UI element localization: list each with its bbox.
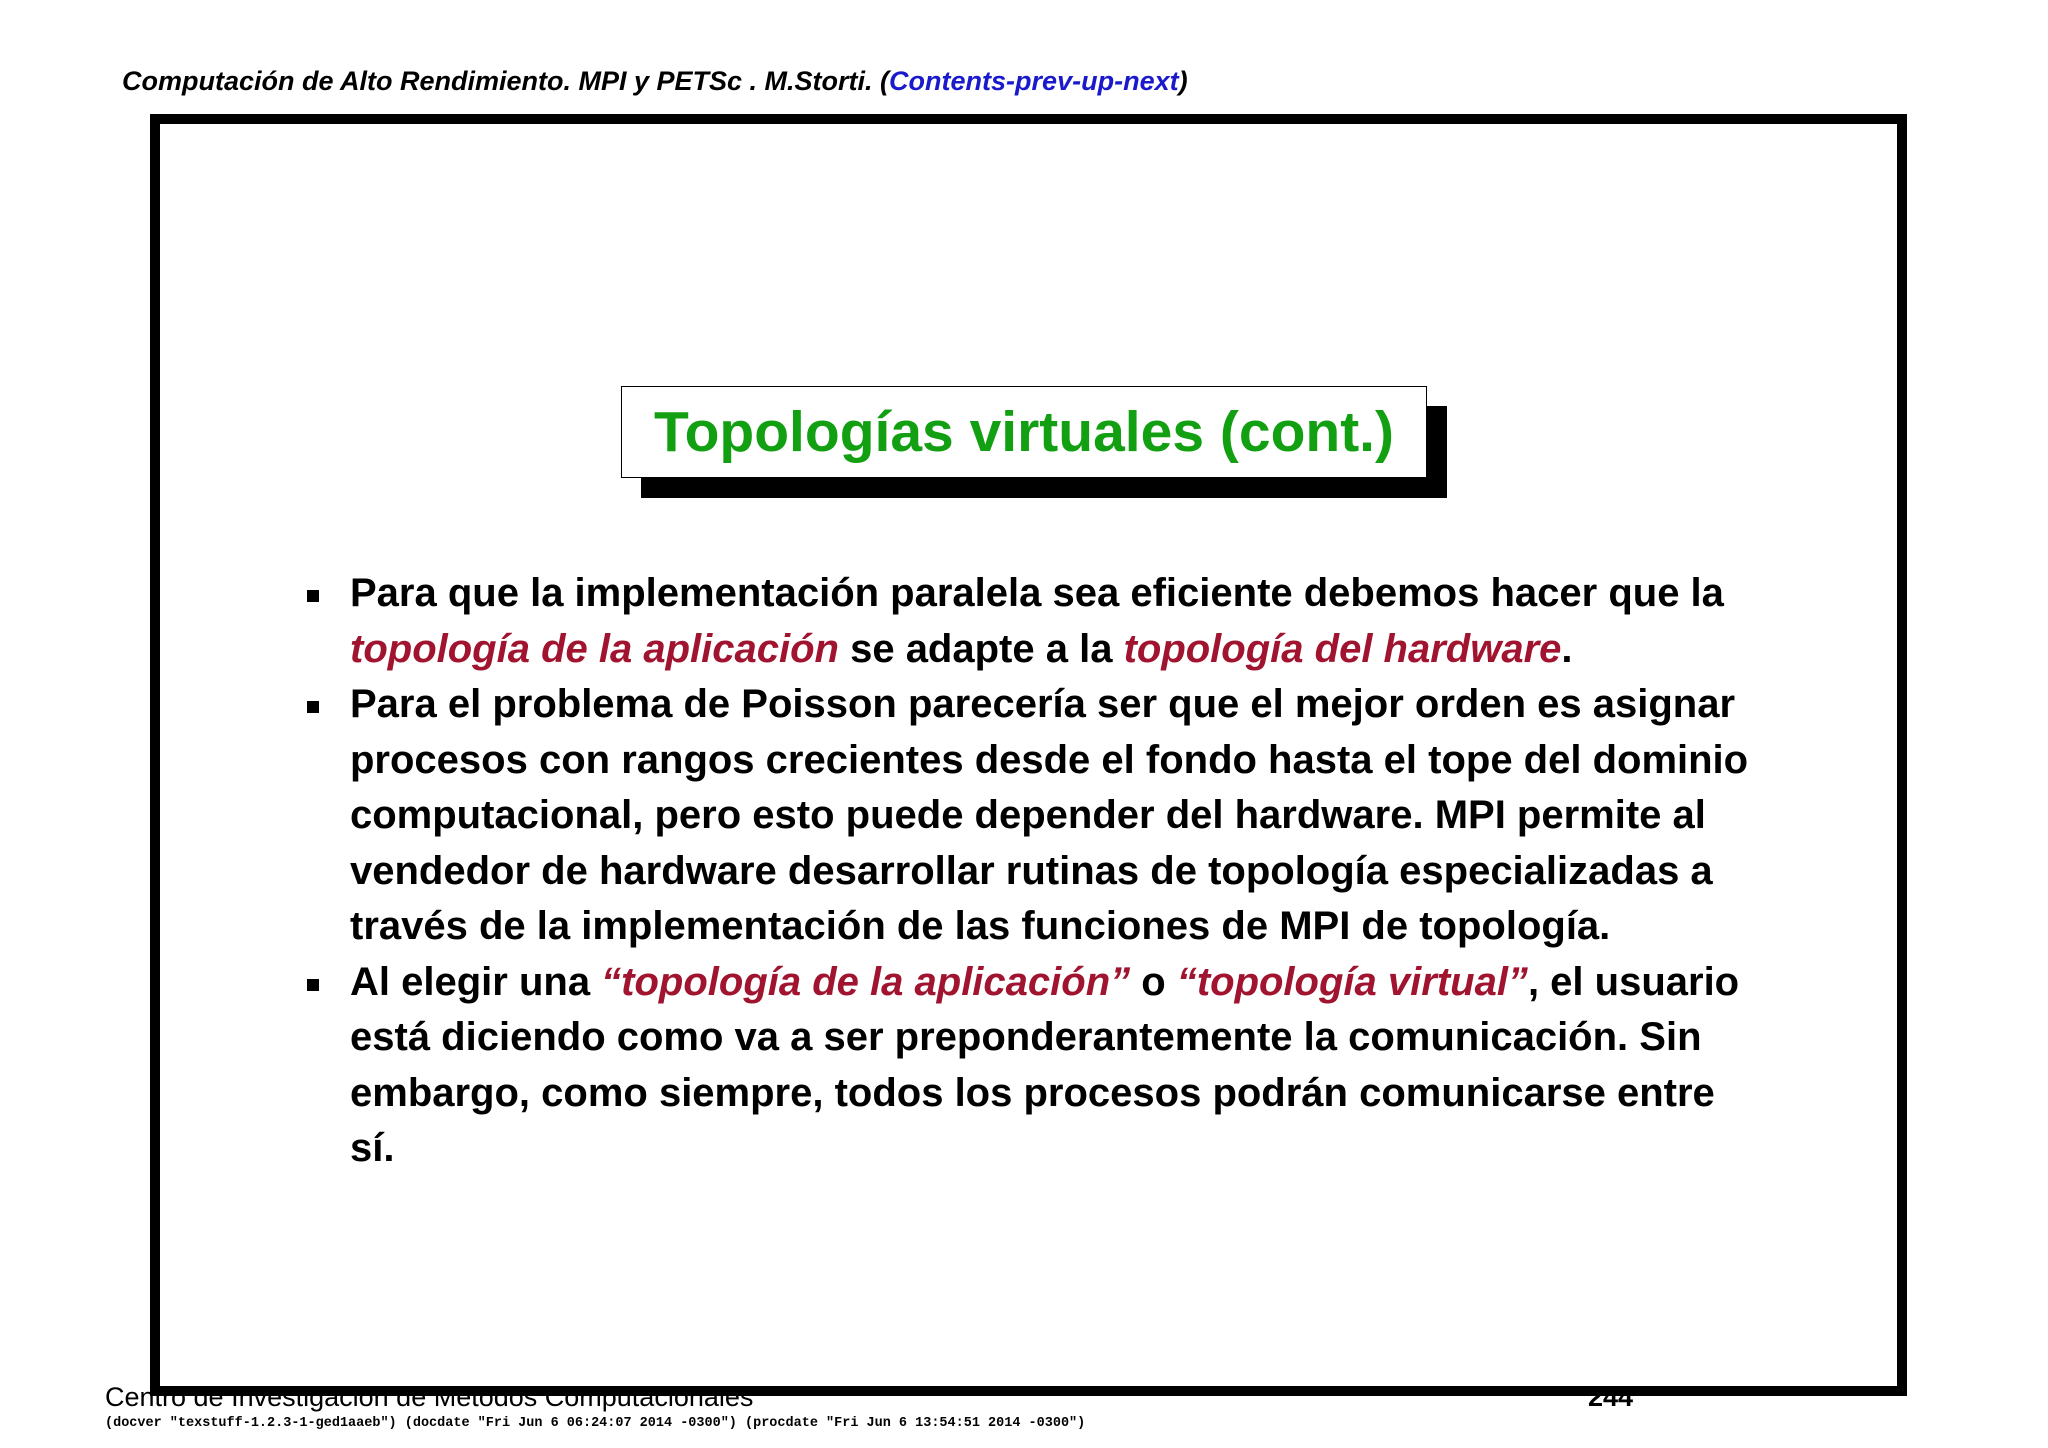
emphasis-term: topología del hardware (1123, 626, 1562, 671)
nav-contents-link[interactable]: Contents (889, 66, 1007, 96)
bullet-text: Al elegir una (350, 959, 602, 1004)
emphasis-term: “topología de la aplicación” (601, 959, 1131, 1004)
bullet-item (300, 677, 1760, 955)
header-close-paren: ) (1178, 66, 1188, 96)
bullet-list (300, 566, 1760, 1177)
slide-title-box (621, 386, 1427, 478)
bullet-text: , el usuario está diciendo como va a ser preponderantemente la comunicación. Sin embargo, como siempre, todos los procesos podrán comunicarse entre sí. (350, 959, 1740, 1170)
running-header (122, 66, 1188, 97)
bullet-text: . (1561, 626, 1573, 671)
bullet-text: o (1130, 959, 1177, 1004)
footer-doc-metadata: (docver "texstuff-1.2.3-1-ged1aaeb") (docdate "Fri Jun 6 06:24:07 2014 -0300") (procdate "Fri Jun 6 13:54:51 2014 -0300") (105, 1416, 1086, 1431)
nav-separator: - (1006, 66, 1016, 96)
square-bullet-icon (307, 701, 319, 713)
emphasis-term: “topología virtual” (1176, 959, 1528, 1004)
header-title: Computación de Alto Rendimiento. MPI y PETSc . M.Storti. ( (122, 66, 890, 96)
square-bullet-icon (307, 979, 319, 991)
bullet-item (300, 955, 1760, 1177)
bullet-item (300, 566, 1760, 677)
emphasis-term: topología de la aplicación (350, 626, 839, 671)
footer-institution: Centro de Investigación de Métodos Computacionales (105, 1382, 754, 1412)
page-number: 244 (1588, 1382, 1634, 1412)
nav-next-link[interactable]: next (1123, 66, 1179, 96)
slide-frame (150, 114, 1907, 1396)
slide-title: Topologías virtuales (cont.) (654, 400, 1394, 464)
nav-prev-link[interactable]: prev (1015, 66, 1073, 96)
bullet-text: se adapte a la (838, 626, 1124, 671)
square-bullet-icon (307, 590, 319, 602)
nav-up-link[interactable]: up (1081, 66, 1115, 96)
title-box-border (621, 386, 1427, 478)
bullet-text: Para que la implementación paralela sea eficiente debemos hacer que la (350, 571, 1724, 615)
bullet-text: Para el problema de Poisson parecería ser que el mejor orden es asignar procesos con rangos crecientes desde el fondo hasta el tope del dominio computacional, pero esto puede depender del hardware. MPI permite al vendedor de hardware desarrollar rutinas de topología especializadas a través de la implementación de las funciones de MPI de topología. (350, 682, 1749, 948)
nav-separator: - (1114, 66, 1124, 96)
nav-separator: - (1072, 66, 1082, 96)
